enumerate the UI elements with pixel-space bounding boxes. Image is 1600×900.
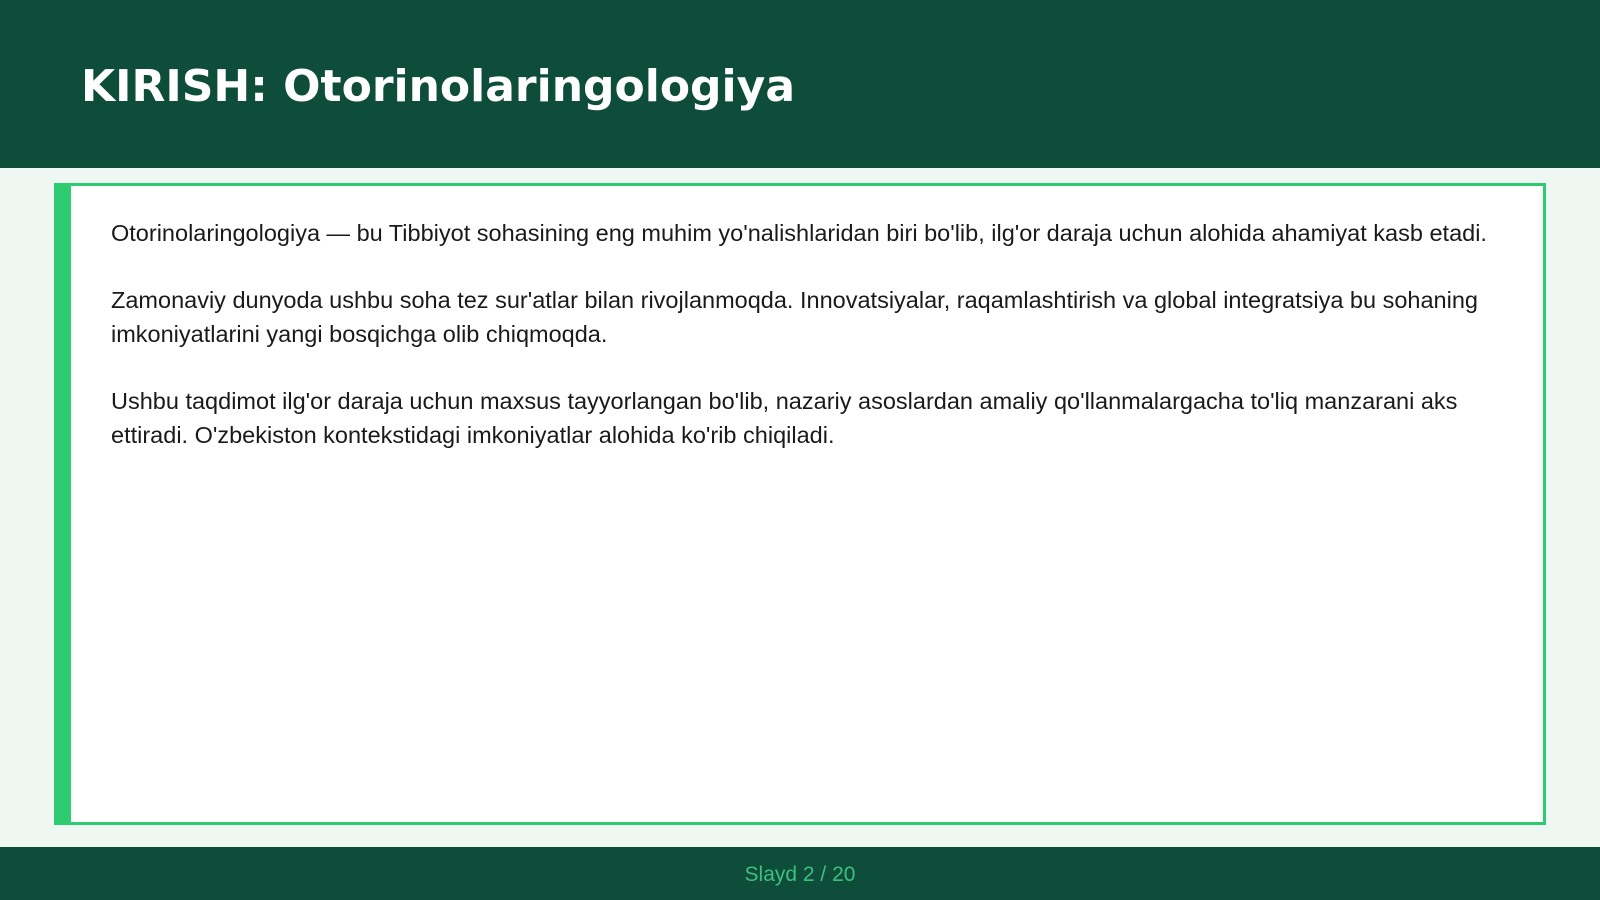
slide-footer — [0, 847, 1600, 900]
slide-title: KIRISH: Otorinolaringologiya — [81, 61, 796, 112]
content-paragraph: Zamonaviy dunyoda ushbu soha tez sur'atlar bilan rivojlanmoqda. Innovatsiyalar, raqamlashtirish va global integratsiya bu sohaning imkoniyatlarini yangi bosqichga olib chiqmoqda. — [111, 287, 1478, 347]
slide-counter: Slayd 2 / 20 — [744, 862, 856, 886]
content-panel — [54, 183, 1546, 825]
content-paragraph: Ushbu taqdimot ilg'or daraja uchun maxsus tayyorlangan bo'lib, nazariy asoslardan amaliy qo'llanmalargacha to'liq manzarani aks ettiradi. O'zbekiston kontekstidagi imkoniyatlar alohida ko'rib chiqiladi. — [111, 388, 1458, 448]
content-paragraph: Otorinolaringologiya — bu Tibbiyot sohasining eng muhim yo'nalishlaridan biri bo'lib, ilg'or daraja uchun alohida ahamiyat kasb etadi. — [111, 220, 1487, 246]
slide-header — [0, 0, 1600, 168]
